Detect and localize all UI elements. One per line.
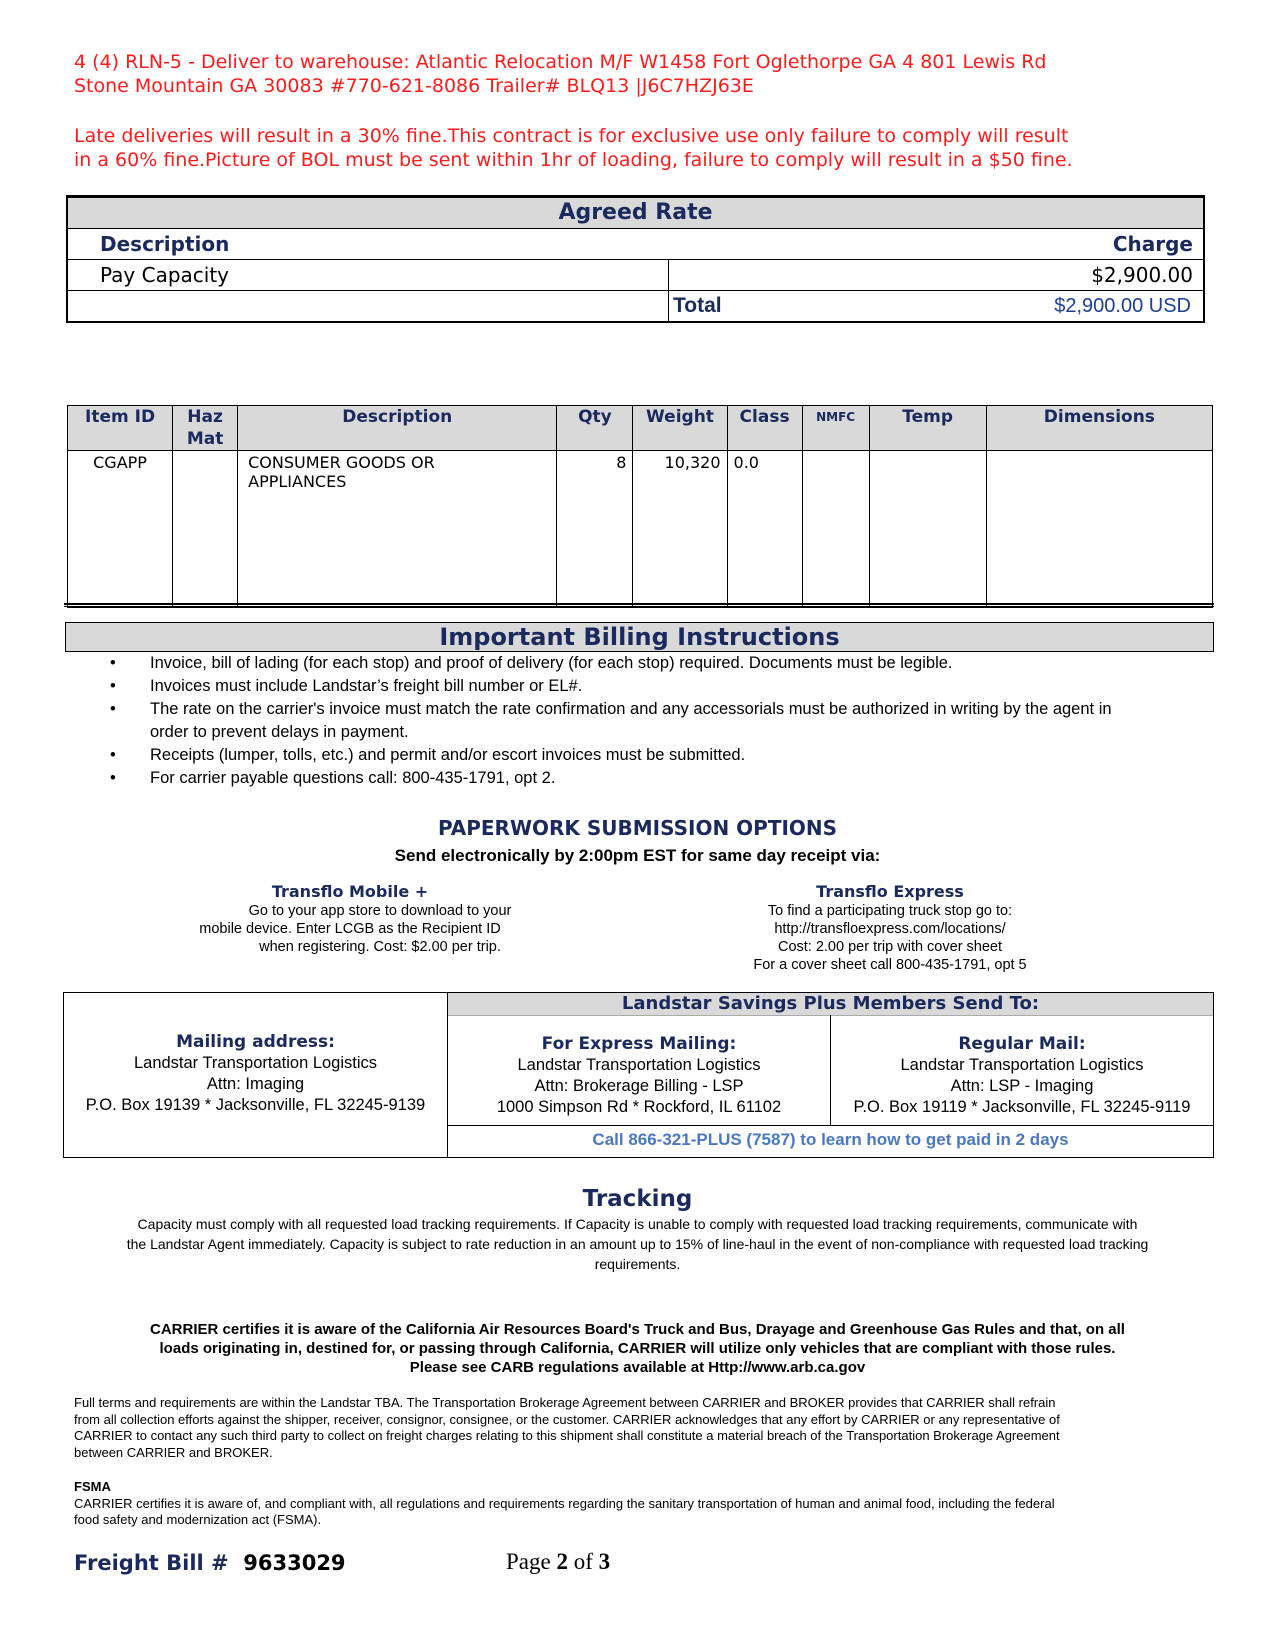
paperwork-subtitle: Send electronically by 2:00pm EST for same day receipt via: [394,846,881,865]
delivery-note [74,50,1224,98]
transflo-mobile-line-2: mobile device. Enter LCGB as the Recipient ID [199,921,501,937]
carb-notice [30,1320,1245,1377]
tracking-text [40,1214,1235,1274]
express-line-3: 1000 Simpson Rd * Rockford, IL 61102 [496,1098,782,1116]
page-number: 2 [556,1549,568,1574]
rate-total-value: $2,900.00 USD [1054,295,1191,317]
transflo-express-line-1: To find a participating truck stop go to: [767,903,1013,919]
col-haz-mat-line-1: Haz [187,407,223,427]
savings-plus-header: Landstar Savings Plus Members Send To: [448,993,1213,1015]
rate-description-header: Description [100,232,230,256]
carb-line-1: CARRIER certifies it is aware of the California Air Resources Board's Truck and Bus, Drayage and Greenhouse Gas Rules and that, on all [150,1321,1125,1338]
col-weight: Weight [633,406,727,451]
col-class: Class [727,406,802,451]
delivery-note-line-2: Stone Mountain GA 30083 #770-621-8086 Trailer# BLQ13 |J6C7HZJ63E [74,75,754,97]
mailing-line-2: Attn: Imaging [206,1075,305,1093]
cell-weight: 10,320 [633,451,727,608]
rate-item-charge: $2,900.00 [1091,263,1193,287]
page-indicator [506,1549,610,1575]
freight-bill-number [74,1551,346,1575]
terms-line-2: from all collection efforts against the shipper, receiver, consignor, consignee, or the customer. CARRIER acknowledges that any effort by CARRIER or any representative of [74,1411,1060,1427]
list-item-continuation: order to prevent delays in payment. [150,723,409,741]
items-table [67,405,1213,608]
regular-line-3: P.O. Box 19119 * Jacksonville, FL 32245-9119 [853,1098,1191,1116]
express-line-1: Landstar Transportation Logistics [517,1056,761,1074]
billing-instructions-title: Important Billing Instructions [65,622,1214,652]
list-item: • The rate on the carrier's invoice must match the rate confirmation and any accessorials must be authorized in writing by the agent in [110,698,1180,721]
cell-description-line-1: CONSUMER GOODS OR [248,453,435,472]
fsma-line-1: CARRIER certifies it is aware of, and compliant with, all regulations and requirements regarding the sanitary transportation of human and animal food, including the federal [74,1495,1055,1511]
mailing-line-1: Landstar Transportation Logistics [133,1054,378,1072]
terms-line-4: between CARRIER and BROKER. [74,1444,273,1460]
savings-plus-call: Call 866-321-PLUS (7587) to learn how to get paid in 2 days [592,1130,1069,1149]
agreed-rate-table [66,195,1205,323]
regular-line-2: Attn: LSP - Imaging [950,1077,1094,1095]
rate-total-label: Total [673,294,722,317]
list-item: • Receipts (lumper, tolls, etc.) and permit and/or escort invoices must be submitted. [110,744,1180,767]
freight-bill-label: Freight Bill # [74,1551,229,1575]
col-haz-mat [173,406,238,451]
cell-qty: 8 [557,451,633,608]
billing-bullets [110,652,1180,790]
agreed-rate-title: Agreed Rate [68,198,1203,229]
freight-bill-value: 9633029 [243,1551,346,1575]
transflo-mobile-block [150,882,550,956]
mailing-address-box [63,992,1214,1158]
cell-description [238,451,557,608]
table-row [68,451,1213,608]
express-line-2: Attn: Brokerage Billing - LSP [534,1077,744,1095]
col-item-id: Item ID [68,406,173,451]
express-mailing-title: For Express Mailing: [541,1034,737,1054]
regular-mail-block [831,1033,1213,1118]
terms-text [74,1395,1214,1461]
transflo-mobile-line-1: Go to your app store to download to your [248,903,512,919]
penalty-note [74,124,1244,172]
tracking-line-2: the Landstar Agent immediately. Capacity is subject to rate reduction in an amount up to 15% of line-haul in the event of non-compliance with requested load tracking [126,1236,1149,1252]
terms-line-1: Full terms and requirements are within the Landstar TBA. The Transportation Brokerage Agreement between CARRIER and BROKER provides that CARRIER shall refrain [74,1395,1056,1410]
cell-dimensions [986,451,1212,608]
transflo-mobile-line-3: when registering. Cost: $2.00 per trip. [259,939,501,955]
carb-line-2: loads originating in, destined for, or passing through California, CARRIER will utilize only vehicles that are compliant with those rules. [159,1340,1116,1357]
rate-item-description: Pay Capacity [68,260,669,290]
transflo-express-line-4: For a cover sheet call 800-435-1791, opt 5 [753,957,1027,973]
transflo-mobile-title: Transflo Mobile + [271,882,429,901]
cell-description-line-2: APPLIANCES [248,472,347,491]
terms-line-3: CARRIER to contact any such third party to collect on freight charges relating to this shipment shall constitute a material breach of the Transportation Brokerage Agreement [74,1428,1060,1443]
list-item: • For carrier payable questions call: 800-435-1791, opt 2. [110,767,1180,790]
cell-haz-mat [173,451,238,608]
col-nmfc: NMFC [802,406,869,451]
fsma-title: FSMA [74,1479,111,1494]
col-description: Description [238,406,557,451]
mailing-address-title: Mailing address: [176,1032,335,1052]
transflo-express-block [690,882,1090,974]
mailing-line-3: P.O. Box 19139 * Jacksonville, FL 32245-9139 [85,1096,426,1114]
fsma-section [74,1479,1214,1529]
tracking-line-3: requirements. [594,1256,681,1272]
transflo-express-link[interactable]: http://transfloexpress.com/locations/ [774,921,1006,937]
express-mailing-block [448,1033,830,1118]
rate-charge-header: Charge [1112,232,1193,256]
cell-temp [869,451,986,608]
delivery-note-line-1: 4 (4) RLN-5 - Deliver to warehouse: Atlantic Relocation M/F W1458 Fort Oglethorpe GA 4 801 Lewis Rd [74,51,1047,73]
tracking-title: Tracking [582,1186,693,1212]
table-bottom-rule [64,603,1214,607]
fsma-line-2: food safety and modernization act (FSMA). [74,1512,322,1527]
col-qty: Qty [557,406,633,451]
col-temp: Temp [869,406,986,451]
list-item: • Invoices must include Landstar’s freight bill number or EL#. [110,675,1180,698]
cell-class: 0.0 [727,451,802,608]
mailing-address-block [64,1031,447,1116]
penalty-note-line-1: Late deliveries will result in a 30% fine.This contract is for exclusive use only failure to comply will result [74,125,1069,147]
col-dimensions: Dimensions [986,406,1212,451]
paperwork-title: PAPERWORK SUBMISSION OPTIONS [437,816,838,840]
transflo-express-line-3: Cost: 2.00 per trip with cover sheet [777,939,1003,955]
cell-item-id: CGAPP [68,451,173,608]
list-item: • Invoice, bill of lading (for each stop) and proof of delivery (for each stop) required. Documents must be legible. [110,652,1180,675]
tracking-line-1: Capacity must comply with all requested load tracking requirements. If Capacity is unable to comply with requested load tracking requirements, communicate with [137,1216,1138,1232]
penalty-note-line-2: in a 60% fine.Picture of BOL must be sent within 1hr of loading, failure to comply will result in a $50 fine. [74,149,1073,171]
carb-line-3: Please see CARB regulations available at Http://www.arb.ca.gov [409,1359,866,1376]
page-word: Page [506,1549,551,1574]
of-word: of [573,1549,593,1574]
transflo-express-title: Transflo Express [816,882,964,901]
regular-mail-title: Regular Mail: [958,1034,1086,1054]
col-haz-mat-line-2: Mat [186,429,224,449]
cell-nmfc [802,451,869,608]
page-total: 3 [598,1549,611,1574]
regular-line-1: Landstar Transportation Logistics [900,1056,1144,1074]
